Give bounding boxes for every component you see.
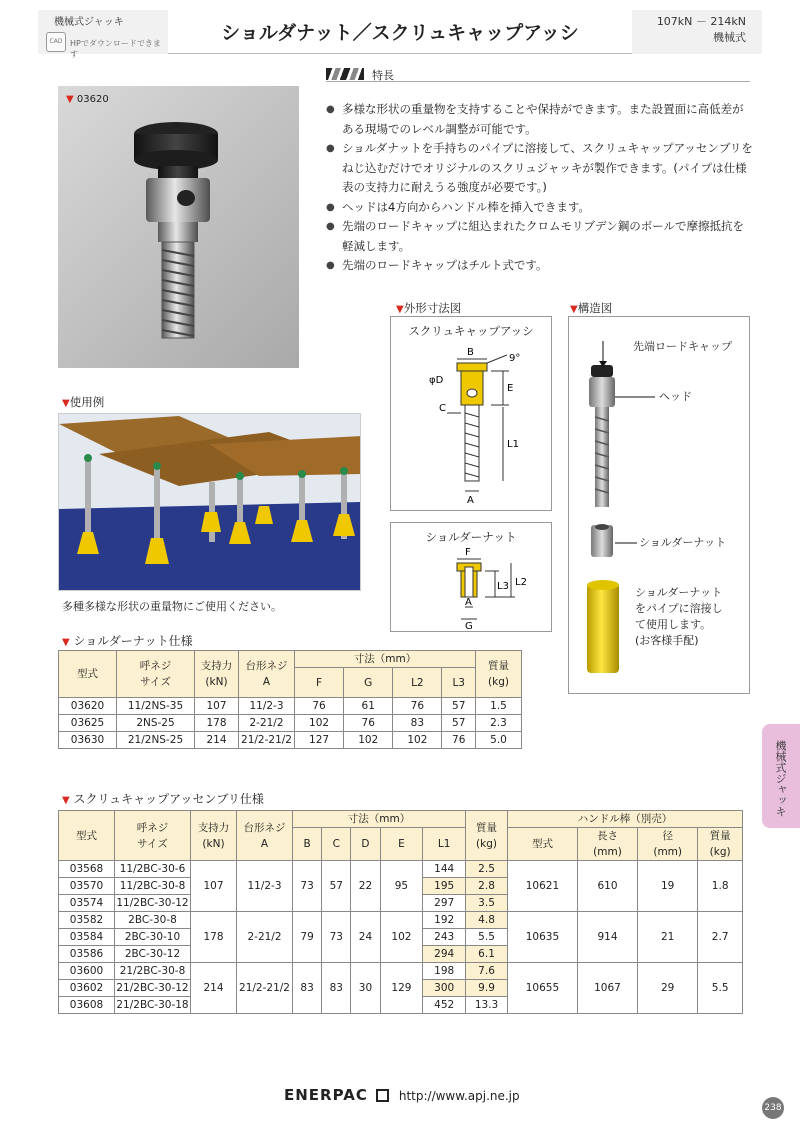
usage-illustration	[58, 413, 361, 591]
table1-title: ショルダーナット仕様	[73, 634, 193, 648]
cell: 2.5	[466, 861, 508, 878]
cell: 24	[351, 912, 380, 963]
col-D: D	[351, 828, 380, 861]
cell: 76	[344, 715, 393, 732]
cell: 1.8	[698, 861, 743, 912]
table2-heading	[62, 790, 264, 807]
cell: 297	[423, 895, 466, 912]
cell: 2.7	[698, 912, 743, 963]
col-h-mass: 質量 (kg)	[698, 828, 743, 861]
structure-header	[570, 300, 612, 316]
structure-title: 構造図	[577, 301, 613, 315]
cell: 19	[638, 861, 698, 912]
screw-cap-box-title: スクリュキャップアッシ	[408, 324, 534, 338]
col-handle: ハンドル棒（別売）	[508, 811, 743, 828]
label-C: C	[439, 403, 446, 414]
label-F: F	[465, 547, 471, 558]
cad-icon: CAD	[46, 32, 66, 52]
cell: 03620	[59, 698, 117, 715]
cell: 79	[293, 912, 322, 963]
side-tab-label: 機械式ジャッキ	[774, 740, 787, 817]
cell: 83	[322, 963, 351, 1014]
label-E: E	[507, 383, 514, 394]
col-trap: 台形ネジ A	[237, 811, 293, 861]
cell: 102	[393, 732, 442, 749]
weld-note-line: をパイプに溶接し	[635, 602, 723, 615]
cell: 73	[293, 861, 322, 912]
cell: 214	[191, 963, 237, 1014]
cell: 1.5	[476, 698, 522, 715]
cell: 2BC-30-8	[115, 912, 191, 929]
cell: 198	[423, 963, 466, 980]
table-row	[59, 861, 743, 878]
col-capacity: 支持力 (kN)	[195, 651, 239, 698]
cell: 11/2BC-30-6	[115, 861, 191, 878]
shoulder-nut-drawing	[391, 523, 551, 631]
label-L2: L2	[515, 577, 527, 588]
cell: 102	[295, 715, 344, 732]
marker-triangle-icon: ▼	[62, 398, 70, 409]
col-model: 型式	[59, 651, 117, 698]
cell: 03570	[59, 878, 115, 895]
label-B: B	[467, 347, 474, 358]
cell: 2-21/2	[237, 912, 293, 963]
cell: 107	[191, 861, 237, 912]
footer-url[interactable]: http://www.apj.ne.jp	[398, 1089, 520, 1103]
cell: 914	[577, 912, 637, 963]
col-L2: L2	[393, 668, 442, 698]
cell: 127	[295, 732, 344, 749]
cell: 452	[423, 997, 466, 1014]
label-L1: L1	[507, 439, 519, 450]
label-head: ヘッド	[659, 390, 692, 403]
usage-title: 使用例	[69, 395, 105, 409]
cell: 6.1	[466, 946, 508, 963]
table1-heading	[62, 632, 193, 649]
cell: 2BC-30-10	[115, 929, 191, 946]
cell: 21/2BC-30-18	[115, 997, 191, 1014]
cell: 76	[442, 732, 476, 749]
label-A: A	[467, 495, 474, 506]
cell: 2.8	[466, 878, 508, 895]
col-trap: 台形ネジ A	[239, 651, 295, 698]
cell: 22	[351, 861, 380, 912]
marker-triangle-icon: ▼	[66, 94, 74, 105]
cell: 144	[423, 861, 466, 878]
cell: 83	[293, 963, 322, 1014]
cell: 3.5	[466, 895, 508, 912]
feature-item: ● ヘッドは4方向からハンドル棒を挿入できます。	[326, 198, 754, 218]
header-category: 機械式ジャッキ	[54, 17, 124, 28]
label-A: A	[465, 597, 472, 608]
cell: 5.0	[476, 732, 522, 749]
cell: 11/2BC-30-8	[115, 878, 191, 895]
cell: 76	[295, 698, 344, 715]
header-capacity: 107kN － 214kN	[656, 15, 746, 28]
feature-item: ● 多様な形状の重量物を支持することや保持ができます。また設置面に高低差がある現場でのレベル調整が可能です。	[326, 100, 754, 139]
cell: 61	[344, 698, 393, 715]
col-F: F	[295, 668, 344, 698]
cell: 10635	[508, 912, 578, 963]
cell: 76	[393, 698, 442, 715]
cell: 03602	[59, 980, 115, 997]
dimension-title: 外形寸法図	[403, 301, 462, 315]
brand-mark-icon	[376, 1089, 389, 1102]
screw-cap-dimension-box	[390, 316, 552, 511]
footer	[284, 1086, 520, 1104]
features-header	[326, 66, 750, 82]
col-E: E	[380, 828, 423, 861]
screw-cap-illustration	[58, 86, 299, 368]
photo-model: 03620	[76, 94, 109, 105]
marker-triangle-icon: ▼	[396, 304, 404, 315]
cell: 294	[423, 946, 466, 963]
cell: 2.3	[476, 715, 522, 732]
page-title: ショルダナット／スクリュキャップアッシ	[221, 22, 579, 44]
cell: 2NS-25	[117, 715, 195, 732]
label-phiD: φD	[429, 375, 444, 386]
feature-item: ● 先端のロードキャップはチルト式です。	[326, 256, 754, 276]
cell: 13.3	[466, 997, 508, 1014]
cell: 57	[442, 715, 476, 732]
cell: 10655	[508, 963, 578, 1014]
table-row	[59, 715, 522, 732]
cell: 11/2-3	[237, 861, 293, 912]
col-B: B	[293, 828, 322, 861]
col-capacity: 支持力 (kN)	[191, 811, 237, 861]
cell: 03630	[59, 732, 117, 749]
table-row	[59, 912, 743, 929]
feature-item: ● 先端のロードキャップに組込まれたクロムモリブデン鋼のボールで摩擦抵抗を軽減します。	[326, 217, 754, 256]
cell: 214	[195, 732, 239, 749]
label-L3: L3	[497, 581, 509, 592]
cell: 21/2NS-25	[117, 732, 195, 749]
cell: 107	[195, 698, 239, 715]
cell: 243	[423, 929, 466, 946]
cell: 4.8	[466, 912, 508, 929]
cell: 73	[322, 912, 351, 963]
cell: 10621	[508, 861, 578, 912]
side-index-tab[interactable]	[762, 724, 800, 828]
download-note: HPでダウンロードできます	[70, 39, 161, 59]
shoulder-nut-box-title: ショルダーナット	[425, 530, 517, 544]
col-thread: 呼ネジ サイズ	[117, 651, 195, 698]
cell: 21/2-21/2	[239, 732, 295, 749]
shoulder-nut-spec-table	[58, 650, 522, 749]
screw-cap-drawing	[391, 317, 551, 510]
col-h-model: 型式	[508, 828, 578, 861]
col-G: G	[344, 668, 393, 698]
usage-header	[62, 394, 104, 410]
col-thread: 呼ネジ サイズ	[115, 811, 191, 861]
col-dims: 寸法（mm）	[293, 811, 466, 828]
marker-triangle-icon: ▼	[62, 795, 70, 806]
cell: 29	[638, 963, 698, 1014]
cell: 21/2BC-30-8	[115, 963, 191, 980]
col-C: C	[322, 828, 351, 861]
cell: 03568	[59, 861, 115, 878]
shoulder-nut-dimension-box	[390, 522, 552, 632]
col-mass: 質量 (kg)	[476, 651, 522, 698]
product-photo	[58, 86, 299, 368]
cell: 102	[344, 732, 393, 749]
col-L3: L3	[442, 668, 476, 698]
cell: 03625	[59, 715, 117, 732]
cell: 9.9	[466, 980, 508, 997]
cell: 57	[322, 861, 351, 912]
page-header	[38, 10, 762, 59]
features-title: 特長	[372, 69, 394, 82]
cell: 178	[195, 715, 239, 732]
header-type: 機械式	[713, 31, 746, 44]
weld-note-line: て使用します。	[635, 618, 712, 631]
cell: 300	[423, 980, 466, 997]
cell: 83	[393, 715, 442, 732]
cell: 2-21/2	[239, 715, 295, 732]
col-dims: 寸法（mm）	[295, 651, 476, 668]
cell: 30	[351, 963, 380, 1014]
features-list	[326, 100, 754, 276]
cell: 192	[423, 912, 466, 929]
cell: 21/2-21/2	[237, 963, 293, 1014]
col-model: 型式	[59, 811, 115, 861]
cell: 11/2-3	[239, 698, 295, 715]
cell: 57	[442, 698, 476, 715]
cell: 03584	[59, 929, 115, 946]
cell: 178	[191, 912, 237, 963]
marker-triangle-icon: ▼	[570, 304, 578, 315]
structure-box	[568, 316, 750, 694]
cell: 03608	[59, 997, 115, 1014]
cell: 21	[638, 912, 698, 963]
cell: 03600	[59, 963, 115, 980]
cell: 1067	[577, 963, 637, 1014]
cell: 129	[380, 963, 423, 1014]
table-row	[59, 963, 743, 980]
label-angle: 9°	[509, 353, 521, 364]
cell: 5.5	[466, 929, 508, 946]
cell: 95	[380, 861, 423, 912]
table2-title: スクリュキャップアッセンブリ仕様	[73, 792, 264, 806]
header-spec-box	[632, 10, 762, 54]
weld-note-line: (お客様手配)	[635, 634, 699, 647]
page-number: 238	[762, 1097, 784, 1119]
usage-caption: 多種多様な形状の重量物にご使用ください。	[62, 600, 282, 613]
brand-logo: ENERPAC	[284, 1086, 368, 1104]
weld-note-line: ショルダーナット	[635, 586, 723, 599]
label-load-cap: 先端ロードキャップ	[633, 340, 732, 353]
weld-note	[635, 585, 723, 649]
cell: 03574	[59, 895, 115, 912]
cell: 03582	[59, 912, 115, 929]
cell: 11/2BC-30-12	[115, 895, 191, 912]
table-row	[59, 698, 522, 715]
cell: 2BC-30-12	[115, 946, 191, 963]
col-mass: 質量 (kg)	[466, 811, 508, 861]
feature-item: ● ショルダナットを手持ちのパイプに溶接して、スクリュキャップアッセンブリをねじ込むだけでオリジナルのスクリュジャッキが製作できます。(パイプは仕様表の支持力に耐えうる強度が必要です。)	[326, 139, 754, 198]
col-h-len: 長さ (mm)	[577, 828, 637, 861]
col-L1: L1	[423, 828, 466, 861]
cell: 5.5	[698, 963, 743, 1014]
cell: 11/2NS-35	[117, 698, 195, 715]
cell: 7.6	[466, 963, 508, 980]
cell: 610	[577, 861, 637, 912]
stripe-decoration	[326, 68, 364, 80]
cell: 21/2BC-30-12	[115, 980, 191, 997]
cell: 03586	[59, 946, 115, 963]
marker-triangle-icon: ▼	[62, 637, 70, 648]
screw-cap-spec-table	[58, 810, 743, 1014]
label-G: G	[465, 621, 473, 631]
table-row	[59, 732, 522, 749]
dimension-header	[396, 300, 461, 316]
label-nut: ショルダーナット	[639, 536, 727, 549]
col-h-dia: 径 (mm)	[638, 828, 698, 861]
cell: 102	[380, 912, 423, 963]
cell: 195	[423, 878, 466, 895]
